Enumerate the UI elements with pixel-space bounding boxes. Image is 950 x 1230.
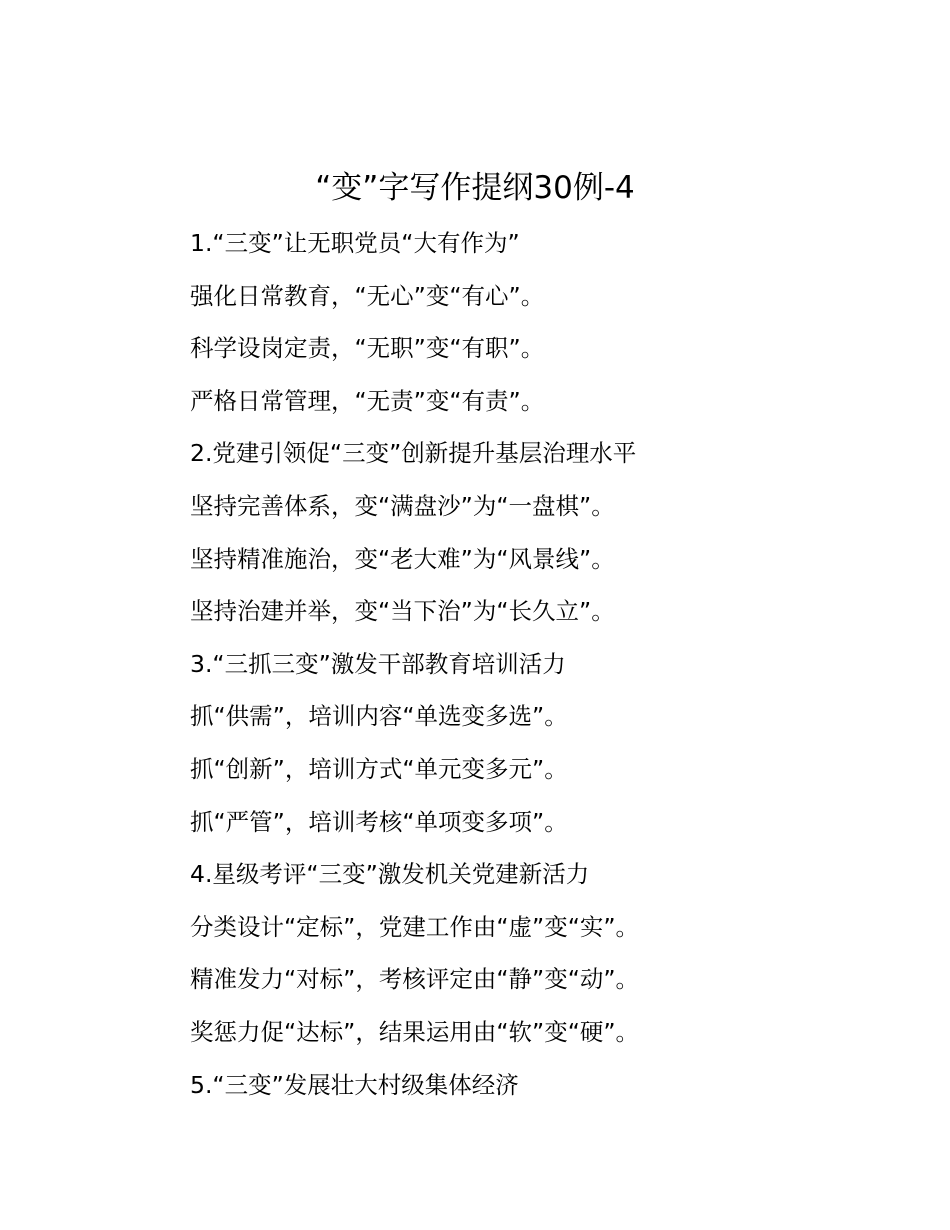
outline-item: 坚持完善体系，变“满盘沙”为“一盘棋”。 xyxy=(190,491,615,520)
outline-item: 精准发力“对标”，考核评定由“静”变“动”。 xyxy=(190,965,640,994)
document-title: “变”字写作提纲30例-4 xyxy=(315,170,635,206)
outline-heading-5: 5.“三变”发展壮大村级集体经济 xyxy=(190,1070,519,1099)
outline-item: 抓“创新”，培训方式“单元变多元”。 xyxy=(190,754,568,783)
outline-heading-2: 2.党建引领促“三变”创新提升基层治理水平 xyxy=(190,439,637,468)
outline-item: 严格日常管理，“无责”变“有责”。 xyxy=(190,386,545,415)
outline-item: 奖惩力促“达标”，结果运用由“软”变“硬”。 xyxy=(190,1017,640,1046)
outline-heading-4: 4.星级考评“三变”激发机关党建新活力 xyxy=(190,860,590,889)
outline-heading-3: 3.“三抓三变”激发干部教育培训活力 xyxy=(190,649,566,678)
outline-item: 抓“严管”，培训考核“单项变多项”。 xyxy=(190,807,568,836)
outline-item: 坚持治建并举，变“当下治”为“长久立”。 xyxy=(190,597,615,626)
outline-item: 强化日常教育，“无心”变“有心”。 xyxy=(190,281,545,310)
outline-list xyxy=(190,223,639,1117)
outline-item: 抓“供需”，培训内容“单选变多选”。 xyxy=(190,702,568,731)
outline-heading-1: 1.“三变”让无职党员“大有作为” xyxy=(190,229,520,257)
outline-item: 科学设岗定责，“无职”变“有职”。 xyxy=(190,334,545,363)
outline-item: 坚持精准施治，变“老大难”为“风景线”。 xyxy=(190,544,615,573)
outline-item: 分类设计“定标”，党建工作由“虚”变“实”。 xyxy=(190,912,640,941)
